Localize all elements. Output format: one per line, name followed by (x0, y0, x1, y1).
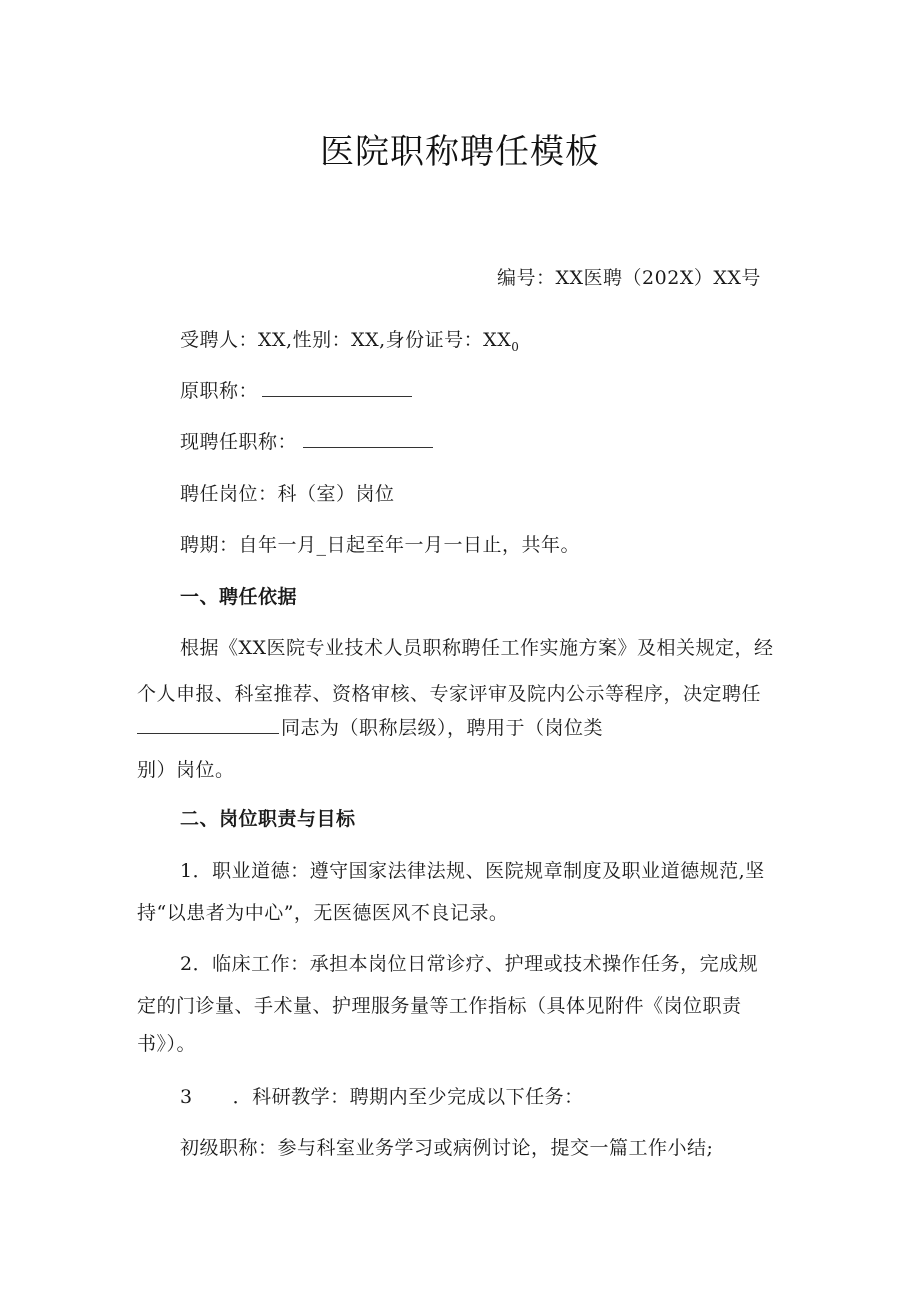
document-title: 医院职称聘任模板 (320, 132, 600, 172)
current-title-line (180, 428, 433, 456)
junior-title-line: 初级职称：参与科室业务学习或病例讨论，提交一篇工作小结; (180, 1137, 714, 1159)
appointee-name-blank (137, 715, 279, 734)
item3-number: 3 (180, 1086, 193, 1108)
item3-line (180, 1083, 584, 1111)
item3-text: ．科研教学：聘期内至少完成以下任务： (232, 1086, 584, 1108)
item1-line1: 1．职业道德：遵守国家法律法规、医院规章制度及职业道德规范,坚 (180, 860, 765, 882)
appointee-info: 受聘人：XX,性别：XX,身份证号：XX (180, 329, 512, 351)
period-line: 聘期：自年一月_日起至年一月一日止，共年。 (180, 534, 581, 556)
section1-para-line3-text: 同志为（职称层级），聘用于（岗位类 (281, 717, 604, 739)
section1-para-line3 (137, 714, 603, 742)
item1-line2: 持“以患者为中心”，无医德医风不良记录。 (137, 902, 509, 924)
item2-line1: 2．临床工作：承担本岗位日常诊疗、护理或技术操作任务，完成规 (180, 953, 759, 975)
appointee-suffix: 0 (511, 339, 520, 354)
section1-para-line4: 别）岗位。 (137, 759, 235, 781)
section1-heading: 一、聘任依据 (180, 586, 298, 608)
position-line: 聘任岗位：科（室）岗位 (180, 483, 395, 505)
document-number: 编号：XX医聘（202X）XX号 (497, 267, 761, 289)
original-title-line (180, 377, 412, 405)
current-title-blank (303, 429, 433, 448)
item2-line2: 定的门诊量、手术量、护理服务量等工作指标（具体见附件《岗位职责 (137, 995, 742, 1017)
section1-para-line1: 根据《XX医院专业技术人员职称聘任工作实施方案》及相关规定，经 (180, 637, 774, 659)
item2-line3: 书》）。 (137, 1033, 197, 1055)
section2-heading: 二、岗位职责与目标 (180, 808, 356, 830)
current-title-label: 现聘任职称： (180, 431, 298, 453)
section1-para-line2: 个人申报、科室推荐、资格审核、专家评审及院内公示等程序，决定聘任 (137, 683, 762, 705)
appointee-line (180, 326, 519, 361)
original-title-blank (262, 378, 412, 397)
original-title-label: 原职称： (180, 380, 259, 402)
